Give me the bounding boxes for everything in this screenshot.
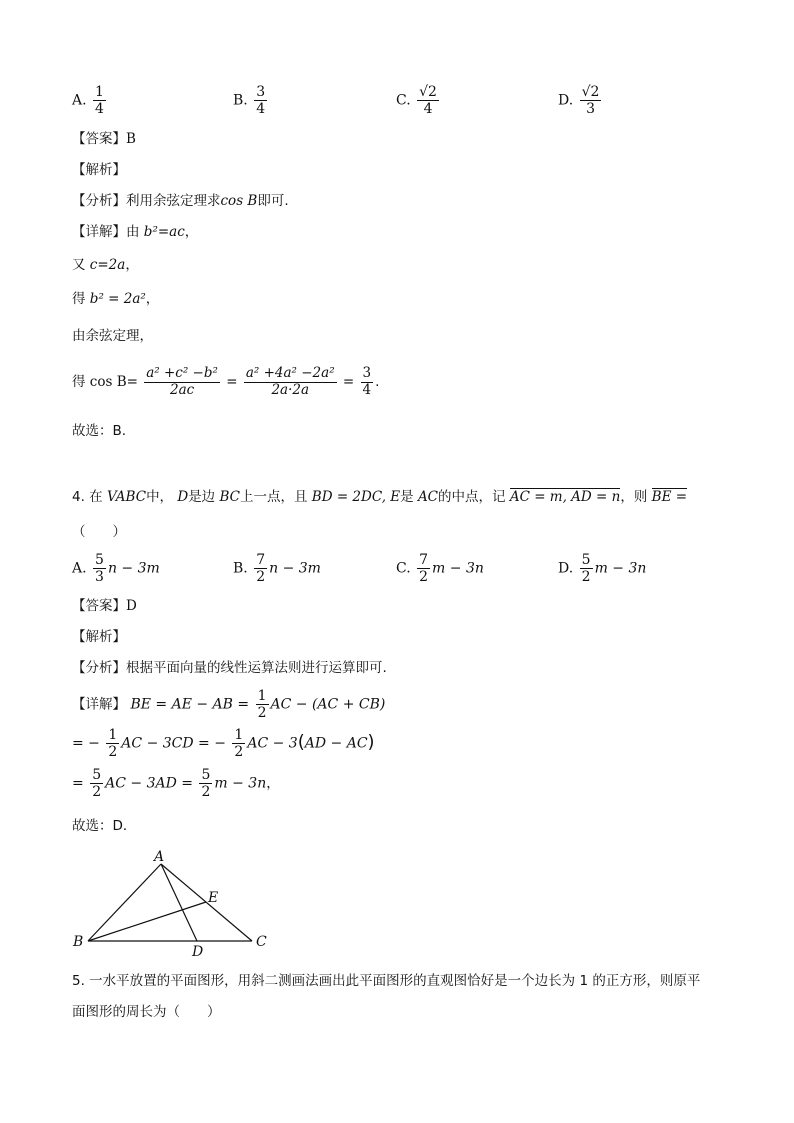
fraction: $\frac{\text{a² +c² −b²}}{2ac}$ bbox=[146, 365, 218, 398]
q3-detail-line-1: 【详解】由 b²=ac， bbox=[72, 224, 199, 240]
label-b: B bbox=[73, 934, 84, 950]
q3-detail-line-5: 得 cos B= $\frac{\text{a² +c² −b²}}{2ac}$ = $\frac{\text{a² +4a² −2a²}}{2a\cdot 2a}$ = $\frac{3}{4}$ . bbox=[72, 365, 380, 398]
option-fraction: $\frac{√2}{4}$ bbox=[419, 84, 437, 118]
q4-answer: 【答案】D bbox=[72, 598, 137, 614]
q3-option-b[interactable] bbox=[233, 84, 269, 117]
side-ac bbox=[161, 864, 252, 941]
option-fraction: $\frac{1}{4}$ bbox=[95, 84, 104, 118]
q4-detail-line-3: = $\frac{5}{2}$ AC − 3AD = $\frac{5}{2}$ m − 3n， bbox=[72, 767, 280, 801]
q4-analysis: 【分析】根据平面向量的线性运算法则进行运算即可. bbox=[72, 660, 387, 676]
q4-paren: （ ） bbox=[72, 524, 126, 540]
q3-choose: 故选：B. bbox=[72, 423, 127, 439]
option-fraction: $\frac{3}{4}$ bbox=[256, 84, 266, 118]
q4-option-a[interactable]: A. $\frac{5}{3}$ n − 3m bbox=[72, 552, 160, 586]
option-label: C. bbox=[396, 560, 411, 577]
q3-option-a[interactable] bbox=[72, 84, 108, 117]
q4-detail-line-1: 【详解】 BE = AE − AB = $\frac{1}{2}$ AC − (AC + CB) bbox=[72, 688, 386, 722]
option-label: B. bbox=[233, 560, 248, 577]
q4-option-d[interactable]: D. $\frac{5}{2}$ m − 3n bbox=[558, 552, 647, 586]
option-label: A. bbox=[72, 92, 87, 109]
q3-detail-line-3: 得 b² = 2a²， bbox=[72, 291, 160, 307]
q3-option-d[interactable] bbox=[558, 84, 603, 117]
fraction: $\frac{\text{a² +4a² −2a²}}{2a\cdot 2a}$ bbox=[245, 365, 335, 398]
q3-detail-line-2: 又 c=2a， bbox=[72, 257, 139, 273]
label-c: C bbox=[256, 934, 267, 950]
option-fraction: $\frac{√2}{3}$ bbox=[581, 84, 600, 118]
option-label: D. bbox=[558, 560, 574, 577]
q4-detail-line-2: = − $\frac{1}{2}$ AC − 3CD = − $\frac{1}{2}$ AC − 3(AD − AC) bbox=[72, 727, 375, 761]
label-e: E bbox=[208, 890, 219, 906]
q3-detail-line-4: 由余弦定理， bbox=[72, 328, 153, 344]
q4-option-b[interactable]: B. $\frac{7}{2}$ n − 3m bbox=[233, 552, 321, 586]
triangle-figure bbox=[68, 846, 278, 956]
q4-choose: 故选：D． bbox=[72, 818, 137, 834]
q5-line-2: 面图形的周长为（ ） bbox=[72, 1004, 221, 1020]
label-a: A bbox=[154, 849, 165, 865]
fraction: $\frac{3}{4}$ bbox=[362, 365, 372, 398]
q4-option-c[interactable]: C. $\frac{7}{2}$ m − 3n bbox=[396, 552, 484, 586]
q3-option-c[interactable] bbox=[396, 84, 441, 117]
q3-analysis-heading: 【解析】 bbox=[72, 162, 126, 178]
option-label: A. bbox=[72, 560, 87, 577]
q4-stem: 4. 在 VABC中， D是边 BC上一点，且 BD = 2DC, E是 AC的中点，记 AC = m, AD = n，则 BE = bbox=[72, 489, 688, 505]
q5-line-1: 5. 一水平放置的平面图形，用斜二测画法画出此平面图形的直观图恰好是一个边长为 1 的正方形，则原平 bbox=[72, 973, 701, 989]
option-label: C. bbox=[396, 92, 411, 109]
label-d: D bbox=[192, 944, 204, 956]
q4-analysis-heading: 【解析】 bbox=[72, 629, 126, 645]
option-label: B. bbox=[233, 92, 248, 109]
q3-answer: 【答案】B bbox=[72, 131, 136, 147]
option-label: D. bbox=[558, 92, 574, 109]
segment-ad bbox=[161, 864, 197, 941]
q3-analysis: 【分析】利用余弦定理求cos B即可. bbox=[72, 193, 289, 209]
